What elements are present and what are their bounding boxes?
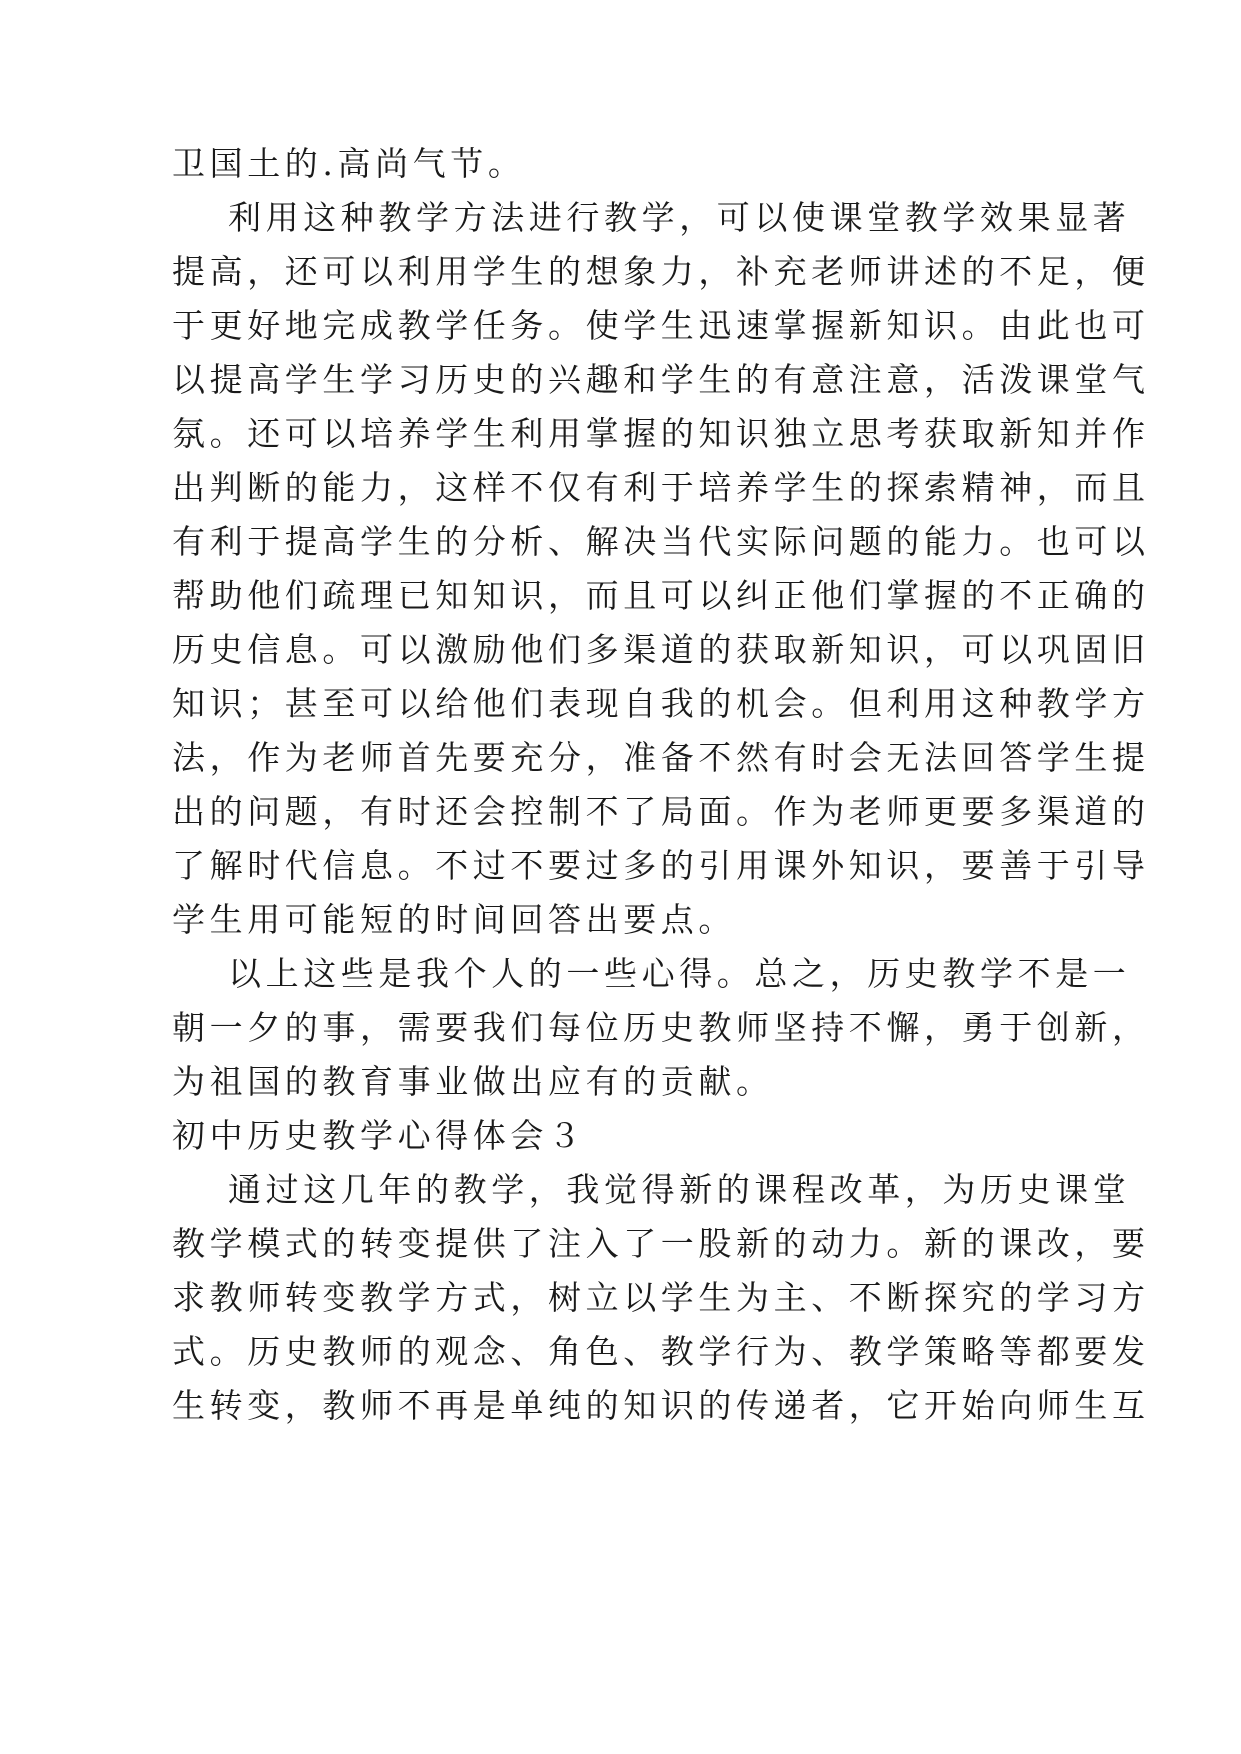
text-line: 知识；甚至可以给他们表现自我的机会。但利用这种教学方 (172, 684, 1150, 723)
text-line: 帮助他们疏理已知知识，而且可以纠正他们掌握的不正确的 (172, 576, 1150, 615)
text-line: 氛。还可以培养学生利用掌握的知识独立思考获取新知并作 (172, 414, 1150, 453)
text-line: 求教师转变教学方式，树立以学生为主、不断探究的学习方 (172, 1278, 1150, 1317)
text-line: 历史信息。可以激励他们多渠道的获取新知识，可以巩固旧 (172, 630, 1150, 669)
paragraph-first-line: 利用这种教学方法进行教学，可以使课堂教学效果显著 (228, 198, 1131, 237)
text-line: 出的问题，有时还会控制不了局面。作为老师更要多渠道的 (172, 792, 1150, 831)
text-line: 式。历史教师的观念、角色、教学行为、教学策略等都要发 (172, 1332, 1150, 1371)
text-line: 法，作为老师首先要充分，准备不然有时会无法回答学生提 (172, 738, 1150, 777)
text-line: 学生用可能短的时间回答出要点。 (172, 900, 736, 939)
text-line: 有利于提高学生的分析、解决当代实际问题的能力。也可以 (172, 522, 1150, 561)
text-line: 教学模式的转变提供了注入了一股新的动力。新的课改，要 (172, 1224, 1150, 1263)
text-line: 生转变，教师不再是单纯的知识的传递者，它开始向师生互 (172, 1386, 1150, 1425)
paragraph-first-line: 以上这些是我个人的一些心得。总之，历史教学不是一 (228, 954, 1131, 993)
paragraph-first-line: 通过这几年的教学，我觉得新的课程改革，为历史课堂 (228, 1170, 1131, 1209)
text-line: 出判断的能力，这样不仅有利于培养学生的探索精神，而且 (172, 468, 1150, 507)
text-line: 了解时代信息。不过不要过多的引用课外知识，要善于引导 (172, 846, 1150, 885)
text-line: 以提高学生学习历史的兴趣和学生的有意注意，活泼课堂气 (172, 360, 1150, 399)
section-heading: 初中历史教学心得体会３ (172, 1116, 586, 1155)
text-line: 于更好地完成教学任务。使学生迅速掌握新知识。由此也可 (172, 306, 1150, 345)
text-line: 提高，还可以利用学生的想象力，补充老师讲述的不足，便 (172, 252, 1150, 291)
text-line: 卫国土的.高尚气节。 (172, 144, 526, 183)
text-line: 为祖国的教育事业做出应有的贡献。 (172, 1062, 774, 1101)
text-line: 朝一夕的事，需要我们每位历史教师坚持不懈，勇于创新， (172, 1008, 1150, 1047)
